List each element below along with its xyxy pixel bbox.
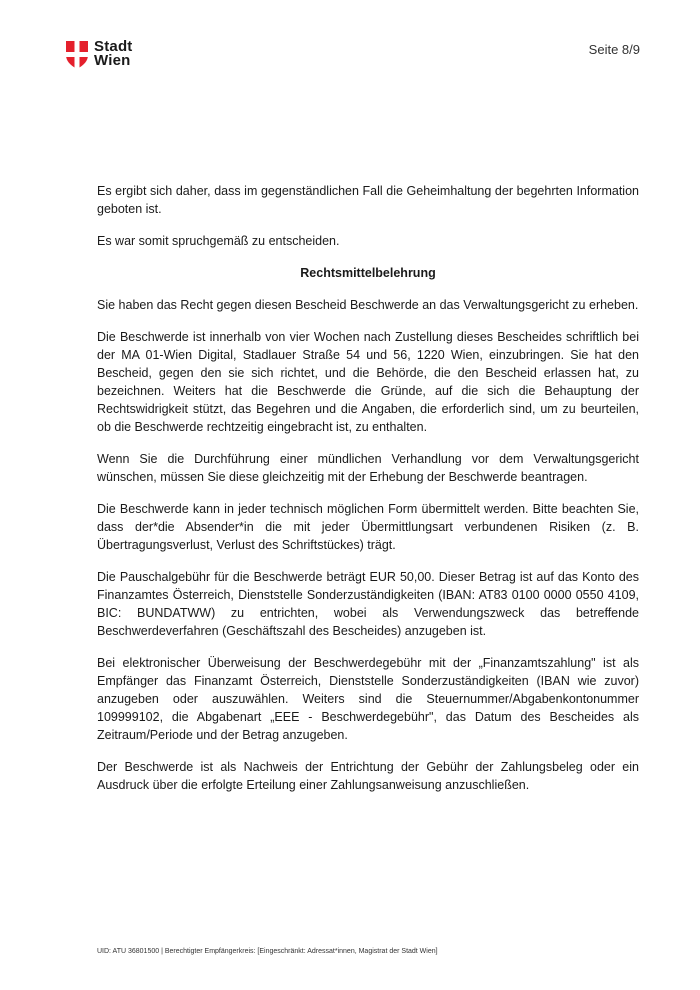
page-number: Seite 8/9: [588, 42, 640, 57]
paragraph-oral-hearing: Wenn Sie die Durchführung einer mündlichen Verhandlung vor dem Verwaltungsgericht wünschen, müssen Sie diese gleichzeitig mit der Erhebung der Beschwerde beantragen.: [97, 452, 639, 484]
paragraph-electronic-transfer: Bei elektronischer Überweisung der Beschwerdegebühr mit der „Finanzamtszahlung" ist als Empfänger das Finanzamt Österreich, Dienststelle Sonderzuständigkeiten (IBAN wie zuvor) anzugeben oder auszuwählen. Weiters sind die Steuernummer/Abgabenkontonummer 109999102, die Abgabenart „EEE - Beschwerdegebühr", das Datum des Bescheides als Zeitraum/Periode und der Betrag anzugeben.: [97, 656, 639, 742]
paragraph-transmission: Die Beschwerde kann in jeder technisch möglichen Form übermittelt werden. Bitte beachten Sie, dass der*die Absender*in die mit jeder Übermittlungsart verbundenen Risiken (z. B. Übertragungsverlust, Verlust des Schriftstückes) trägt.: [97, 502, 639, 552]
document-body: [97, 182, 639, 808]
paragraph-fee: Die Pauschalgebühr für die Beschwerde beträgt EUR 50,00. Dieser Betrag ist auf das Konto des Finanzamtes Österreich, Dienststelle Sonderzuständigkeiten (IBAN: AT83 0100 0000 0550 4109, BIC: BUNDATWW) zu entrichten, wobei als Verwendungszweck das betreffende Beschwerdeverfahren (Geschäftszahl des Bescheides) anzugeben ist.: [97, 570, 639, 638]
paragraph-appeal-deadline: Die Beschwerde ist innerhalb von vier Wochen nach Zustellung dieses Bescheides schriftlich bei der MA 01-Wien Digital, Stadlauer Straße 54 und 56, 1220 Wien, einzubringen. Sie hat den Bescheid, gegen den sie sich richtet, und die Behörde, die den Bescheid erlassen hat, zu bezeichnen. Weiters hat die Beschwerde die Gründe, auf die sich die Behauptung der Rechtswidrigkeit stützt, das Begehren und die Angaben, die erforderlich sind, um zu beurteilen, ob die Beschwerde rechtzeitig eingebracht ist, zu enthalten.: [97, 330, 639, 434]
logo-wordmark: [94, 40, 133, 68]
footer-uid: UID: ATU 36801500 | Berechtigter Empfängerkreis: [Eingeschränkt: Adressat*innen, Magistrat der Stadt Wien]: [97, 948, 438, 955]
paragraph-proof-of-payment: Der Beschwerde ist als Nachweis der Entrichtung der Gebühr der Zahlungsbeleg oder ein Ausdruck über die erfolgte Erteilung einer Zahlungsanweisung anzuschließen.: [97, 760, 639, 792]
stadt-wien-logo: [66, 38, 133, 69]
logo-line-wien: Wien: [94, 52, 131, 69]
logo-line-stadt: Stadt: [94, 38, 133, 55]
paragraph-right-to-appeal: Sie haben das Recht gegen diesen Bescheid Beschwerde an das Verwaltungsgericht zu erheben.: [97, 298, 639, 312]
paragraph-decision: Es war somit spruchgemäß zu entscheiden.: [97, 234, 340, 248]
section-heading: Rechtsmittelbelehrung: [300, 266, 436, 280]
vienna-coat-of-arms-icon: [66, 41, 88, 69]
paragraph-conclusion: Es ergibt sich daher, dass im gegenständlichen Fall die Geheimhaltung der begehrten Information geboten ist.: [97, 184, 639, 216]
